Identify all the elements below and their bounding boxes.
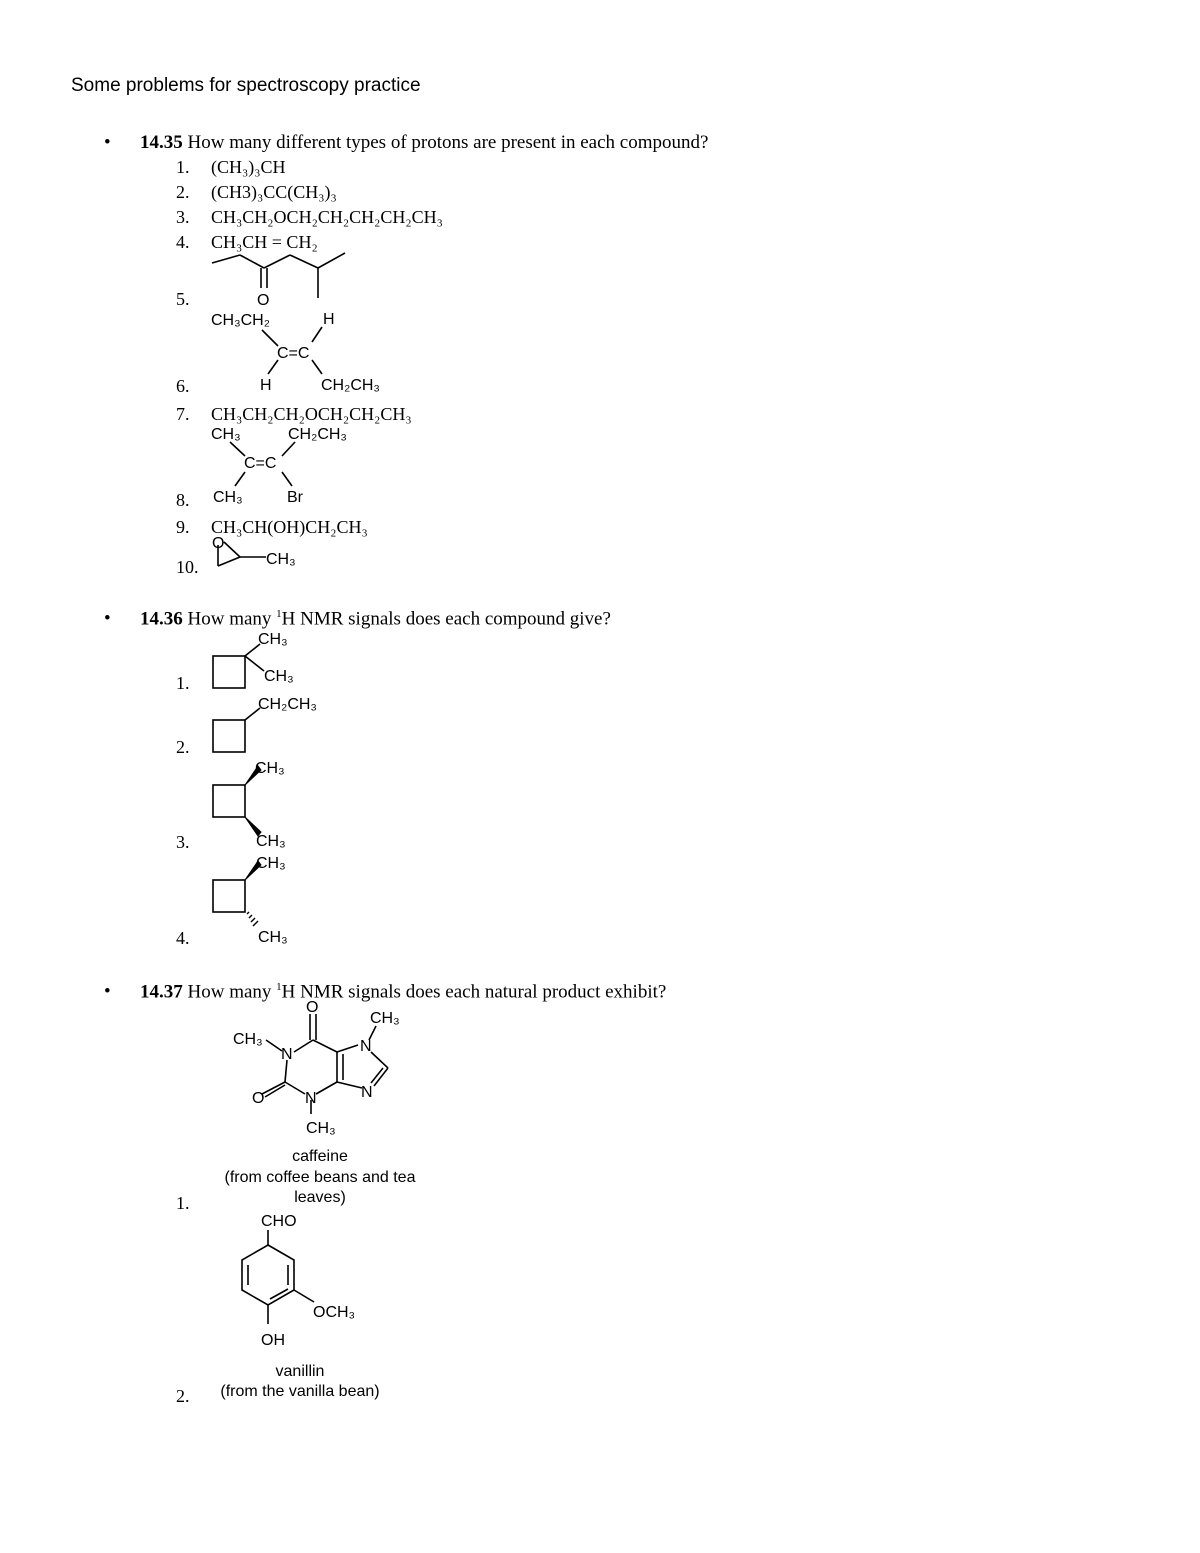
substituent-label: CH₃ [256,833,286,850]
item-number: 4. [176,928,190,948]
question-number: 14.35 [140,132,183,153]
item-number: 1. [176,673,190,693]
vanillin-name: vanillin [275,1363,325,1380]
nitrogen-label: N [361,1084,373,1101]
substituent-label: CH₃ [211,426,241,443]
nitrogen-label: N [305,1090,317,1107]
oxygen-label: O [212,535,225,552]
item-number: 2. [176,737,190,757]
item-number: 4. [176,232,190,252]
epoxide-structure [218,542,266,566]
item-number: 2. [176,1386,190,1406]
oxygen-label: O [306,999,319,1016]
superscript: 1 [276,608,282,620]
hydroxyl-label: OH [261,1332,285,1349]
substituent-label: CH₃ [213,489,243,506]
substituent-label: CH₂CH₃ [288,426,347,443]
formula: (CH₃)₃CH [211,157,286,177]
question-text-post: H NMR signals does each compound give? [281,608,611,630]
question-number: 14.36 [140,608,183,630]
item-number: 1. [176,1193,190,1213]
oxygen-label: O [252,1090,265,1107]
cyclobutane-3 [213,785,245,817]
hash-bond [247,912,258,926]
item-number: 3. [176,207,190,227]
substituent-label: CH₃ [255,760,285,777]
caffeine-source-line2: leaves) [294,1189,346,1206]
methyl-label: CH₃ [233,1031,263,1048]
item-number: 5. [176,289,190,309]
double-bond-label: C=C [244,455,277,472]
vanillin-source: (from the vanilla bean) [220,1383,380,1400]
cyclobutane-4 [213,880,245,912]
substituent-label: CH₃ [264,668,294,685]
item-number: 2. [176,182,190,202]
vanillin-structure [242,1230,314,1324]
double-bond-label: C=C [277,345,310,362]
substituent-label: Br [287,489,303,506]
superscript: 1 [276,981,282,993]
ketone-structure [212,253,345,298]
item-number: 9. [176,517,190,537]
substituent-label: CH₃ [266,551,296,568]
item-number: 7. [176,404,190,424]
aldehyde-label: CHO [261,1213,297,1230]
substituent-label: H [323,311,335,328]
formula: CH₃CH₂CH₂OCH₂CH₂CH₃ [211,404,412,424]
item-number: 10. [176,557,199,577]
substituent-label: CH₃ [258,929,288,946]
substituent-label: CH₃ [258,631,288,648]
substituent-label: H [260,377,272,394]
formula: CH₃CH = CH₂ [211,232,318,252]
nitrogen-label: N [360,1038,372,1055]
question-text: How many different types of protons are present in each compound? [187,132,709,153]
formula: CH₃CH₂OCH₂CH₂CH₂CH₂CH₃ [211,207,443,227]
question-text-pre: How many [187,608,277,630]
formula: CH₃CH(OH)CH₂CH₃ [211,517,368,537]
methyl-label: CH₃ [306,1120,336,1137]
substituent-label: CH₃CH₂ [211,312,270,329]
cyclobutane-2 [213,708,260,752]
substituent-label: CH₂CH₃ [321,377,380,394]
item-number: 6. [176,376,190,396]
item-number: 1. [176,157,190,177]
item-number: 8. [176,490,190,510]
substituent-label: CH₂CH₃ [258,696,317,713]
caffeine-name: caffeine [292,1148,348,1165]
question-text-post: H NMR signals does each natural product exhibit? [281,981,667,1003]
substituent-label: CH₃ [256,855,286,872]
formula: (CH3)₃CC(CH₃)₃ [211,182,337,202]
bullet: • [104,132,111,153]
page-heading: Some problems for spectroscopy practice [71,75,421,96]
caffeine-source-line1: (from coffee beans and tea [224,1169,416,1186]
cyclobutane-1 [213,644,264,688]
question-number: 14.37 [140,981,183,1003]
nitrogen-label: N [281,1046,293,1063]
bullet: • [104,608,111,629]
bullet: • [104,981,111,1002]
item-number: 3. [176,832,190,852]
oxygen-label: O [257,292,270,309]
methyl-label: CH₃ [370,1010,400,1027]
question-text-pre: How many [187,981,277,1003]
methoxy-label: OCH₃ [313,1304,356,1321]
